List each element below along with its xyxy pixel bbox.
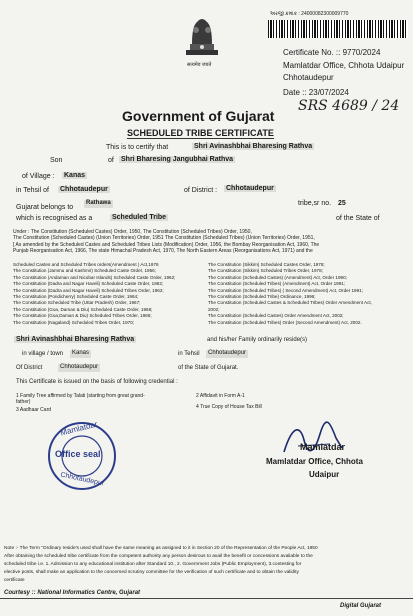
- order-item: The Constitution (Scheduled Tribes) ( Second Amendment) Act, Order 1991;: [208, 287, 363, 293]
- certificate-title: SCHEDULED TRIBE CERTIFICATE: [127, 128, 274, 138]
- order-item: The Constitution (Scheduled Castes) (Amendment) Act, Order 1990;: [208, 274, 347, 280]
- emblem-caption: सत्यमेव जयते: [187, 62, 212, 68]
- holder-name-2: Shri Avinashbhai Bharesing Rathva: [16, 336, 135, 343]
- village-value: Kanas: [64, 172, 86, 179]
- order-item: The Constitution (Scheduled Tribes) (Amendment) Act, Order 1991;: [208, 281, 346, 287]
- order-item: The Constitution (Scheduled Tribes) Order (Second Amendment) Act, 2002.: [208, 319, 362, 325]
- order-item: The Constitution (Scheduled Castes) Order Amendment Act, 2002;: [208, 313, 344, 319]
- order-item: The Constitution (Goa, Daman & Diu) Scheduled Caste Order, 1968;: [13, 306, 153, 312]
- issuing-office-city: Chhotaudepur: [283, 73, 334, 82]
- credential-item: 2 Affidavit in Form A-1: [196, 393, 245, 399]
- of-label: of: [108, 157, 114, 164]
- order-item: The Constitution (Scheduled Castes & Scheduled Tribes) Order Amendment Act,: [208, 300, 372, 306]
- village-value-2: Kanas: [72, 350, 90, 356]
- note-line: certificate: [4, 578, 25, 583]
- tribe-sr-value: 25: [338, 200, 346, 207]
- credentials-left: [16, 393, 145, 413]
- order-item: The Constitution (Pondicherry) Scheduled Caste Order, 1964;: [13, 294, 139, 300]
- order-item: The Constitution (Jammu and Kashmir) Scheduled Caste Order, 1956;: [13, 268, 156, 274]
- tehsil-value: Chhotaudepur: [60, 186, 108, 193]
- tehsil-value-2: Chhotaudepur: [208, 350, 247, 356]
- signature-icon: [278, 418, 348, 460]
- credential-item: father): [16, 399, 31, 406]
- order-item: Scheduled Castes and Scheduled Tribes orders(Amendment ) Act,1976: [13, 262, 159, 267]
- note-line: scheduled tribe i.e. 1. Admission to any educational institution after Standard 10., 2. Government Jobs (Public Employment), 3.contesting for: [4, 562, 302, 567]
- order-item: 2002;: [208, 306, 220, 312]
- orders-right-column: [208, 262, 372, 326]
- tribe-value: Rathawa: [86, 200, 111, 206]
- order-item: The Constitution (Scheduled Tribe) Ordinance, 1996;: [208, 294, 316, 300]
- note-block: [4, 545, 318, 585]
- note-line: Note :- The Term "Ordinary reside's used shall have the same meaning as assigned to it in Section 20 of the Representation of the People Act, 1950: [4, 546, 318, 551]
- credential-item: 1 Family Tree affirmed by Talati (starting from great grand-: [16, 393, 145, 399]
- order-item: The Constitution (Dadra and Nagar Haveli) Scheduled Tribes Order, 1962;: [13, 287, 164, 293]
- signatory-office: Mamlatdar Office, Chhota: [266, 457, 363, 466]
- certificate-number: Certificate No. :: 9770/2024: [283, 48, 381, 57]
- order-line: Under : The Constitution (Scheduled Castes) Order, 1950, The Constitution (Scheduled Tribes) Order, 1950,: [13, 229, 252, 235]
- order-item: The Constitution (Goa,Daman & Diu) Scheduled Tribes Order, 1968;: [13, 313, 152, 319]
- courtesy-text: Courtesy :: National Informatics Centre, Gujarat: [4, 590, 141, 596]
- credentials-right: [196, 391, 262, 413]
- holder-name: Shri Avinashbhai Bharesing Rathva: [194, 143, 313, 150]
- father-name: Shri Bharesing Jangubhai Rathva: [121, 156, 234, 163]
- order-line: [ As amended by the Scheduled Castes and Scheduled Tribes Lists (Modification) Order, 1956, the Bombay Reorganisation Act, 1960, The: [13, 241, 320, 248]
- son-label: Son: [50, 157, 63, 164]
- tehsil-label-2: in Tehsil: [178, 351, 200, 357]
- state-label: of the State of: [336, 215, 380, 222]
- note-line: elective posts, shall make an application to the concerned scrutiny committee for the verification of such certificate and to obtain the validity: [4, 570, 299, 575]
- orders-left-column: [13, 262, 175, 326]
- tehsil-label: in Tehsil of: [16, 187, 49, 194]
- credential-item: 3 Aadhaar Card: [16, 406, 52, 413]
- order-line: Punjab Reorganisation Act, 1966, The state Himachal Pradesh Act, 1970, The North Eastern Areas (Reorganisations Act, 1971) and the: [13, 248, 313, 255]
- government-title: Government of Gujarat: [122, 108, 275, 124]
- footer-divider: [0, 598, 413, 599]
- order-item: The Constitution Scheduled Tribe (Uttar Pradesh) Order, 1967;: [13, 300, 141, 306]
- order-line: The Constitution (Scheduled Castes) (Union Territories) Order, 1951 The Constitution (Scheduled Tribes) (Union Territories) Order, 1951,: [13, 235, 315, 242]
- recognised-as: Scheduled Tribe: [112, 214, 167, 221]
- order-text: [13, 229, 319, 255]
- order-item: The Constitution (Dadra and Nagar Haveli) Scheduled Caste Order, 1962;: [13, 281, 164, 287]
- seal-ring-bottom: Chhotaudepur: [59, 471, 105, 488]
- belongs-label: Gujarat belongs to: [16, 204, 74, 211]
- village-label: of Village :: [22, 173, 55, 180]
- certify-label: This is to certify that: [106, 144, 169, 151]
- signatory-title: Mamlatdar: [300, 442, 346, 452]
- seal-ring-top: Mamlatdar: [59, 419, 99, 438]
- basis-label: This Certificate is issued on the basis of following credential :: [16, 379, 178, 385]
- district-value: Chhotaudepur: [226, 185, 274, 192]
- issue-date: Date :: 23/07/2024: [283, 88, 349, 97]
- signatory-office-city: Udaipur: [309, 470, 340, 479]
- digital-gujarat-text: Digital Gujarat: [340, 603, 382, 609]
- state-line-2: of the State of Gujarat.: [178, 365, 239, 371]
- order-item: The Constitution (Andaman and Nicobar Islands) Scheduled Caste Order, 1962;: [13, 274, 176, 280]
- note-line: After obtaining the scheduled tribe certificate from the competent authority any person desirous to avail the benefit or concessions available to the: [4, 554, 313, 559]
- village-label-2: in village / town: [22, 351, 64, 357]
- seal-center-text: Office seal: [55, 449, 101, 459]
- recognised-label: which is recognised as a: [16, 215, 93, 222]
- issuing-office: Mamlatdar Office, Chhota Udaipur: [283, 61, 405, 70]
- tribe-sr-label: tribe,sr no.: [298, 200, 332, 207]
- order-item: The Constitution (Nagaland) Scheduled Tribes Order, 1970;: [13, 319, 135, 325]
- district-label: of District :: [184, 187, 218, 194]
- district-label-2: Of District: [16, 365, 43, 371]
- family-label: and his/her Family ordinarily reside(s): [207, 337, 308, 343]
- district-value-2: Chhotaudepur: [60, 364, 99, 370]
- order-item: The Constitution (Sikkim) Scheduled Castes Order, 1978;: [208, 262, 325, 267]
- credential-item: 4 True Copy of House Tax Bill: [196, 404, 262, 410]
- handwritten-reference: SRS 4689 / 24: [298, 98, 400, 114]
- application-number: અરજી ક્રમાંક : 24000082300009770: [270, 11, 349, 17]
- barcode: [268, 20, 408, 38]
- order-item: The Constitution (Sikkim) Scheduled Tribes Order, 1978;: [208, 268, 323, 274]
- national-emblem-icon: [182, 14, 222, 62]
